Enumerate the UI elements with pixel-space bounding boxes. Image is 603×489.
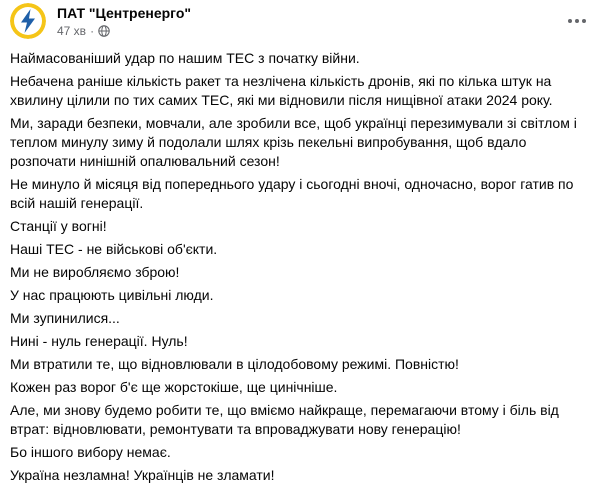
post-paragraph: Бо іншого вибору немає.: [10, 444, 171, 460]
globe-icon: [98, 25, 110, 37]
page-avatar[interactable]: [10, 3, 46, 39]
post-body: [10, 49, 592, 489]
page-name-link[interactable]: ПАТ "Центренерго": [57, 5, 192, 21]
post-paragraph: Ми не виробляємо зброю!: [10, 264, 180, 280]
post-paragraph: Але, ми знову будемо робити те, що вміємо найкраще, перемагаючи втому і біль від втрат: відновлювати, ремонтувати та впроваджувати нову генерацію!: [10, 402, 559, 437]
post-paragraph: Наймасованіший удар по нашим ТЕС з початку війни.: [10, 50, 360, 66]
more-options-icon: [567, 18, 587, 24]
post-paragraph: Небачена раніше кількість ракет та незлічена кількість дронів, які по кілька штук на хвилину цілили по тих самих ТЕС, які ми відновили після нищівної атаки 2024 року.: [10, 73, 553, 108]
post-paragraph: Не минуло й місяця від попереднього удару і сьогодні вночі, одночасно, ворог гатив по всій нашій генерації.: [10, 176, 574, 211]
post-paragraph: Наші ТЕС - не військові об'єкти.: [10, 241, 218, 257]
company-logo-icon: [10, 3, 46, 39]
post-paragraph: Ми зупинилися...: [10, 310, 120, 326]
more-options-button[interactable]: [565, 9, 589, 33]
post-paragraph: Україна незламна! Українців не зламати!: [10, 467, 275, 483]
post-paragraph: Ми, заради безпеки, мовчали, але зробили все, щоб українці перезимували зі світлом і теплом минулу зиму й подолали шлях крізь пекельні випробування, щоб вдало розпочати нинішній опалювальний сезон!: [10, 115, 577, 169]
post-header: [10, 3, 595, 41]
post-paragraph: Нині - нуль генерації. Нуль!: [10, 333, 188, 349]
post-paragraph: Ми втратили те, що відновлювали в цілодобовому режимі. Повністю!: [10, 356, 459, 372]
post-paragraph: Кожен раз ворог б'є ще жорстокіше, ще цинічніше.: [10, 379, 338, 395]
post-paragraph: Станції у вогні!: [10, 218, 107, 234]
meta-separator: ·: [90, 24, 95, 38]
post-meta: [57, 24, 110, 38]
post-paragraph: У нас працюють цивільні люди.: [10, 287, 214, 303]
post-timestamp[interactable]: 47 хв: [57, 24, 87, 38]
